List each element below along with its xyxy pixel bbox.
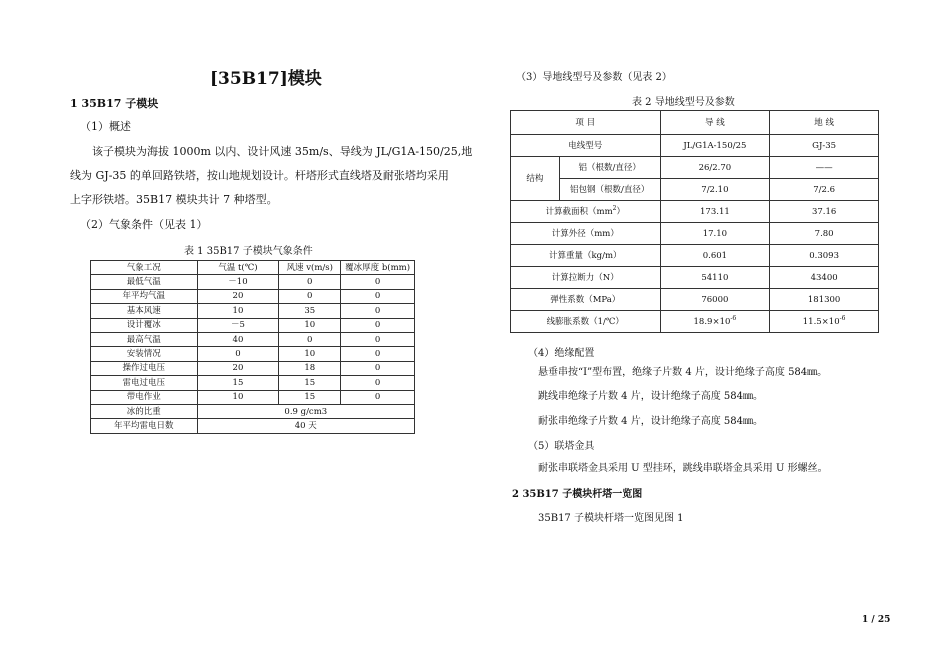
table-row — [91, 332, 415, 346]
exponent: -6 — [730, 314, 737, 322]
table-row — [91, 376, 415, 390]
table-cell: 0 — [341, 376, 415, 390]
table-cell: 15 — [279, 376, 341, 390]
table-header-cell: 气温 t(℃) — [197, 261, 279, 275]
table-cell: 设计覆冰 — [91, 318, 198, 332]
table-cell: 0 — [341, 332, 415, 346]
table-cell: 冰的比重 — [91, 404, 198, 418]
table-cell: 0 — [341, 275, 415, 289]
section-2-heading: 2 35B17 子模块杆塔一览图 — [512, 489, 643, 500]
table-cell — [511, 201, 661, 223]
table-cell: 7/2.10 — [660, 179, 770, 201]
table-cell: 带电作业 — [91, 390, 198, 404]
table-row — [511, 179, 879, 201]
table-cell: 年平均雷电日数 — [91, 419, 198, 433]
table-cell: 10 — [197, 304, 279, 318]
table-cell: 17.10 — [660, 223, 770, 245]
insulation-line-2: 跳线串绝缘子片数 4 片，设计绝缘子高度 584㎜。 — [538, 391, 763, 402]
table-cell: —— — [770, 157, 879, 179]
table-cell: 20 — [197, 361, 279, 375]
table-cell: 铝（根数/直径） — [559, 157, 660, 179]
overview-paragraph-line-1: 该子模块为海拔 1000m 以内、设计风速 35m/s、导线为 JL/G1A-150/25,地 — [92, 145, 473, 158]
table-row — [511, 201, 879, 223]
table-cell: 35 — [279, 304, 341, 318]
table-row — [511, 223, 879, 245]
weather-conditions-table — [90, 260, 415, 434]
table-cell: 26/2.70 — [660, 157, 770, 179]
area-superscript: 2 — [612, 204, 617, 212]
table-row — [91, 361, 415, 375]
table-row — [91, 347, 415, 361]
table-header-cell: 风速 v(m/s) — [279, 261, 341, 275]
table-cell: 7/2.6 — [770, 179, 879, 201]
table-row — [91, 289, 415, 303]
table-cell: －10 — [197, 275, 279, 289]
table-cell: 43400 — [770, 267, 879, 289]
table-cell: 10 — [279, 347, 341, 361]
table-cell: 0 — [279, 332, 341, 346]
page-number: 1 / 25 — [862, 615, 891, 625]
table-row — [511, 135, 879, 157]
table-cell: 结构 — [511, 157, 560, 201]
table-cell: 0 — [341, 289, 415, 303]
conductor-subheading: （3）导地线型号及参数（见表 2） — [516, 72, 672, 83]
table-cell: 计算拉断力（N） — [511, 267, 661, 289]
conductor-parameters-table — [510, 110, 879, 333]
table-cell: 0 — [341, 318, 415, 332]
exponent: -6 — [839, 314, 846, 322]
table-header-cell: 项 目 — [511, 111, 661, 135]
table-cell: 40 — [197, 332, 279, 346]
table-row — [91, 404, 415, 418]
insulation-line-1: 悬垂串按“I”型布置，绝缘子片数 4 片，设计绝缘子高度 584㎜。 — [538, 367, 828, 378]
table-cell: 37.16 — [770, 201, 879, 223]
table-row — [511, 245, 879, 267]
table-cell: 0 — [197, 347, 279, 361]
table-cell: 15 — [197, 376, 279, 390]
table-header-cell: 气象工况 — [91, 261, 198, 275]
table-cell: 年平均气温 — [91, 289, 198, 303]
table-row — [91, 304, 415, 318]
table-cell: 76000 — [660, 289, 770, 311]
table-cell: －5 — [197, 318, 279, 332]
table-row — [511, 289, 879, 311]
table-row — [91, 390, 415, 404]
table-cell: 最高气温 — [91, 332, 198, 346]
fittings-line: 耐张串联塔金具采用 U 型挂环，跳线串联塔金具采用 U 形螺丝。 — [538, 463, 828, 474]
table-cell: 10 — [197, 390, 279, 404]
table-cell: 0.3093 — [770, 245, 879, 267]
table-row — [511, 311, 879, 333]
table-cell: 181300 — [770, 289, 879, 311]
table-cell: 线膨胀系数（1/℃） — [511, 311, 661, 333]
table-cell: 0 — [341, 304, 415, 318]
table-cell: JL/G1A-150/25 — [660, 135, 770, 157]
table-cell: 铝包钢（根数/直径） — [559, 179, 660, 201]
table-cell: 雷电过电压 — [91, 376, 198, 390]
table-cell: 安装情况 — [91, 347, 198, 361]
table-row — [511, 157, 879, 179]
table-cell — [660, 311, 770, 333]
area-label-tail: ） — [616, 206, 625, 217]
table-cell: 计算外径（mm） — [511, 223, 661, 245]
table-header-row — [511, 111, 879, 135]
section-2-line: 35B17 子模块杆塔一览图见图 1 — [538, 513, 684, 524]
table-cell: 基本风速 — [91, 304, 198, 318]
table-cell: 10 — [279, 318, 341, 332]
table-row — [91, 419, 415, 433]
table-cell: 15 — [279, 390, 341, 404]
table-1-caption: 表 1 35B17 子模块气象条件 — [184, 246, 313, 257]
table-cell: 操作过电压 — [91, 361, 198, 375]
table-row — [91, 318, 415, 332]
overview-subheading: （1）概述 — [80, 120, 131, 133]
table-cell: 弹性系数（MPa） — [511, 289, 661, 311]
expansion-conductor-value: 18.9×10 — [693, 316, 731, 327]
table-cell: 最低气温 — [91, 275, 198, 289]
table-cell: 0 — [341, 390, 415, 404]
table-cell: GJ-35 — [770, 135, 879, 157]
fittings-subheading: （5）联塔金具 — [528, 441, 595, 452]
overview-paragraph-line-3: 上字形铁塔。35B17 模块共计 7 种塔型。 — [70, 193, 278, 206]
table-cell: 54110 — [660, 267, 770, 289]
area-label: 计算截面积（mm — [545, 206, 613, 217]
table-cell: 计算重量（kg/m） — [511, 245, 661, 267]
weather-subheading: （2）气象条件（见表 1） — [80, 218, 208, 231]
table-cell: 0 — [341, 361, 415, 375]
table-cell: 18 — [279, 361, 341, 375]
page-title: [35B17]模块 — [210, 69, 322, 89]
section-1-heading: 1 35B17 子模块 — [70, 97, 159, 110]
table-header-cell: 覆冰厚度 b(mm) — [341, 261, 415, 275]
table-cell: 0 — [341, 347, 415, 361]
insulation-subheading: （4）绝缘配置 — [528, 348, 595, 359]
table-2-caption: 表 2 导地线型号及参数 — [632, 97, 735, 108]
table-header-row — [91, 261, 415, 275]
table-cell: 173.11 — [660, 201, 770, 223]
table-cell: 40 天 — [197, 419, 414, 433]
insulation-line-3: 耐张串绝缘子片数 4 片，设计绝缘子高度 584㎜。 — [538, 416, 763, 427]
table-cell: 0.601 — [660, 245, 770, 267]
overview-paragraph-line-2: 线为 GJ-35 的单回路铁塔，按山地规划设计。杆塔形式直线塔及耐张塔均采用 — [70, 169, 449, 182]
expansion-ground-value: 11.5×10 — [802, 316, 840, 327]
table-cell: 0 — [279, 289, 341, 303]
table-header-cell: 导 线 — [660, 111, 770, 135]
table-cell: 7.80 — [770, 223, 879, 245]
table-cell: 电线型号 — [511, 135, 661, 157]
table-cell — [770, 311, 879, 333]
table-cell: 20 — [197, 289, 279, 303]
table-cell: 0 — [279, 275, 341, 289]
table-row — [511, 267, 879, 289]
table-cell: 0.9 g/cm3 — [197, 404, 414, 418]
table-header-cell: 地 线 — [770, 111, 879, 135]
table-row — [91, 275, 415, 289]
